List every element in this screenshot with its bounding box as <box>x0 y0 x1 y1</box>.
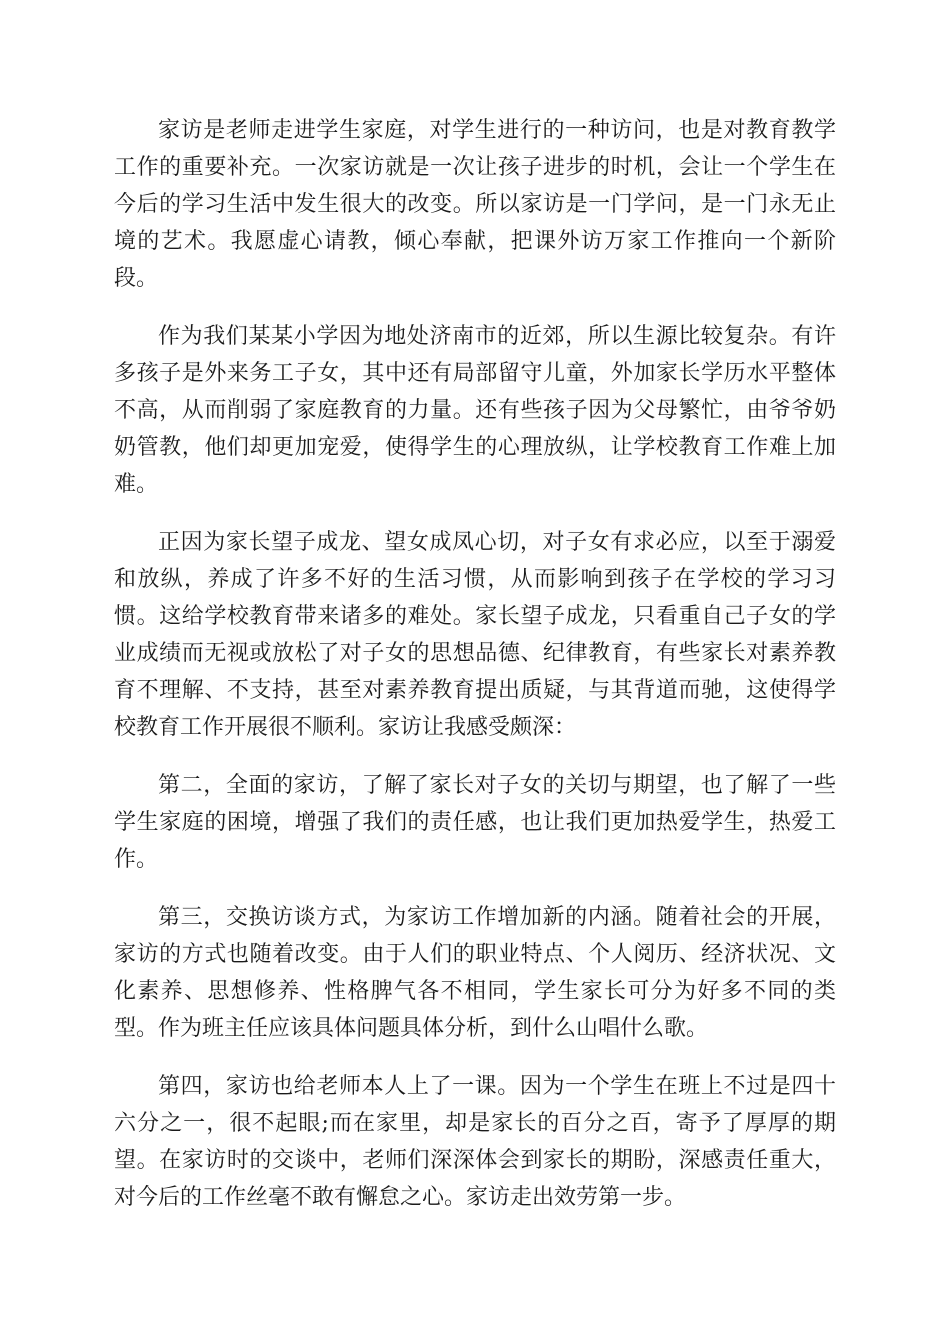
paragraph-third: 第三，交换访谈方式，为家访工作增加新的内涵。随着社会的开展，家访的方式也随着改变。由于人们的职业特点、个人阅历、经济状况、文化素养、思想修养、性格脾气各不相同，学生家长可分为好多不同的类型。作为班主任应该具体问题具体分析，到什么山唱什么歌。 <box>114 905 836 1041</box>
document-page <box>114 112 836 1237</box>
paragraph-intro: 家访是老师走进学生家庭，对学生进行的一种访问，也是对教育教学工作的重要补充。一次家访就是一次让孩子进步的时机，会让一个学生在今后的学习生活中发生很大的改变。所以家访是一门学问，是一门永无止境的艺术。我愿虚心请教，倾心奉献，把课外访万家工作推向一个新阶段。 <box>114 118 836 291</box>
paragraph-parents: 正因为家长望子成龙、望女成凤心切，对子女有求必应，以至于溺爱和放纵，养成了许多不好的生活习惯，从而影响到孩子在学校的学习习惯。这给学校教育带来诸多的难处。家长望子成龙，只看重自己子女的学业成绩而无视或放松了对子女的思想品德、纪律教育，有些家长对素养教育不理解、不支持，甚至对素养教育提出质疑，与其背道而驰，这使得学校教育工作开展很不顺利。家访让我感受颇深： <box>114 530 836 740</box>
paragraph-background: 作为我们某某小学因为地处济南市的近郊，所以生源比较复杂。有许多孩子是外来务工子女，其中还有局部留守儿童，外加家长学历水平整体不高，从而削弱了家庭教育的力量。还有些孩子因为父母繁忙，由爷爷奶奶管教，他们却更加宠爱，使得学生的心理放纵，让学校教育工作难上加难。 <box>114 324 836 497</box>
paragraph-fourth: 第四，家访也给老师本人上了一课。因为一个学生在班上不过是四十六分之一，很不起眼;而在家里，却是家长的百分之百，寄予了厚厚的期望。在家访时的交谈中，老师们深深体会到家长的期盼，深感责任重大，对今后的工作丝毫不敢有懈怠之心。家访走出效劳第一步。 <box>114 1074 836 1210</box>
paragraph-second: 第二，全面的家访，了解了家长对子女的关切与期望，也了解了一些学生家庭的困境，增强了我们的责任感，也让我们更加热爱学生，热爱工作。 <box>114 773 836 872</box>
